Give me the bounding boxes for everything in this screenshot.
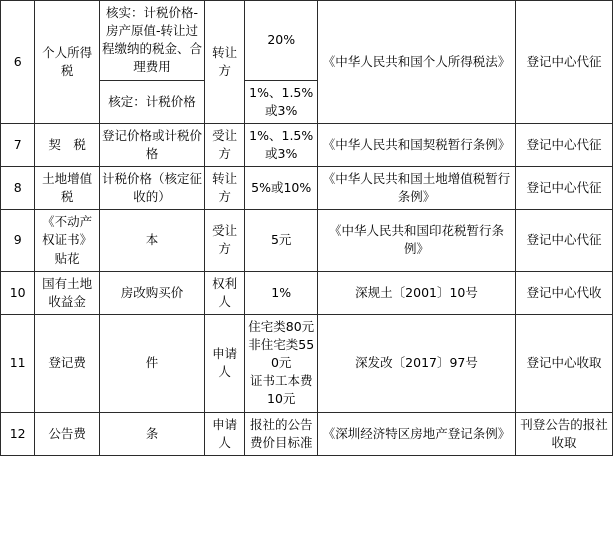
row-number: 11 [1,314,35,412]
fee-basis: 核实：计税价格-房产原值-转让过程缴纳的税金、合理费用 [99,1,204,81]
fee-payer: 权利人 [204,271,244,314]
fee-item-name: 《不动产权证书》贴花 [35,210,100,271]
legal-basis: 《中华人民共和国契税暂行条例》 [318,123,516,166]
fee-basis: 件 [99,314,204,412]
fee-rate: 1% [245,271,318,314]
fee-rate-line-3: 证书工本费10元 [249,373,313,407]
fee-payer: 转让方 [204,1,244,124]
table-row [1,314,613,412]
row-number: 12 [1,412,35,455]
row-number: 7 [1,123,35,166]
fee-payer: 申请人 [204,314,244,412]
fee-item-name: 登记费 [35,314,100,412]
fee-rate: 1%、1.5%或3% [245,123,318,166]
fee-basis: 房改购买价 [99,271,204,314]
collecting-party: 登记中心收取 [516,314,613,412]
legal-basis: 深规土〔2001〕10号 [318,271,516,314]
table-row [1,1,613,81]
fee-basis: 条 [99,412,204,455]
legal-basis: 《中华人民共和国印花税暂行条例》 [318,210,516,271]
fee-item-name: 契 税 [35,123,100,166]
row-number: 10 [1,271,35,314]
collecting-party: 登记中心代征 [516,1,613,124]
collecting-party: 刊登公告的报社收取 [516,412,613,455]
fee-rate: 5%或10% [245,167,318,210]
fee-rate-line-1: 住宅类80元 [248,318,315,334]
fee-rate [245,314,318,412]
legal-basis: 《中华人民共和国个人所得税法》 [318,1,516,124]
fee-item-name: 个人所得税 [35,1,100,124]
fee-rate-alt: 1%、1.5%或3% [245,80,318,123]
table-row [1,412,613,455]
collecting-party: 登记中心代征 [516,123,613,166]
legal-basis: 《中华人民共和国土地增值税暂行条例》 [318,167,516,210]
collecting-party: 登记中心代征 [516,210,613,271]
table-row [1,210,613,271]
fee-item-name: 公告费 [35,412,100,455]
fee-payer: 受让方 [204,123,244,166]
fee-basis-alt: 核定：计税价格 [99,80,204,123]
fee-basis: 本 [99,210,204,271]
table-row [1,167,613,210]
collecting-party: 登记中心代征 [516,167,613,210]
fee-payer: 受让方 [204,210,244,271]
fee-rate: 报社的公告费价目标准 [245,412,318,455]
fee-item-name: 国有土地收益金 [35,271,100,314]
legal-basis: 深发改〔2017〕97号 [318,314,516,412]
collecting-party: 登记中心代收 [516,271,613,314]
table-row [1,271,613,314]
fee-payer: 申请人 [204,412,244,455]
row-number: 9 [1,210,35,271]
table-row [1,123,613,166]
fee-item-name: 土地增值税 [35,167,100,210]
fee-payer: 转让方 [204,167,244,210]
fee-rate: 20% [245,1,318,81]
fee-basis: 计税价格（核定征收的） [99,167,204,210]
legal-basis: 《深圳经济特区房地产登记条例》 [318,412,516,455]
row-number: 8 [1,167,35,210]
row-number: 6 [1,1,35,124]
fee-basis: 登记价格或计税价格 [99,123,204,166]
fee-rate: 5元 [245,210,318,271]
fee-rate-line-2: 非住宅类550元 [248,337,315,371]
